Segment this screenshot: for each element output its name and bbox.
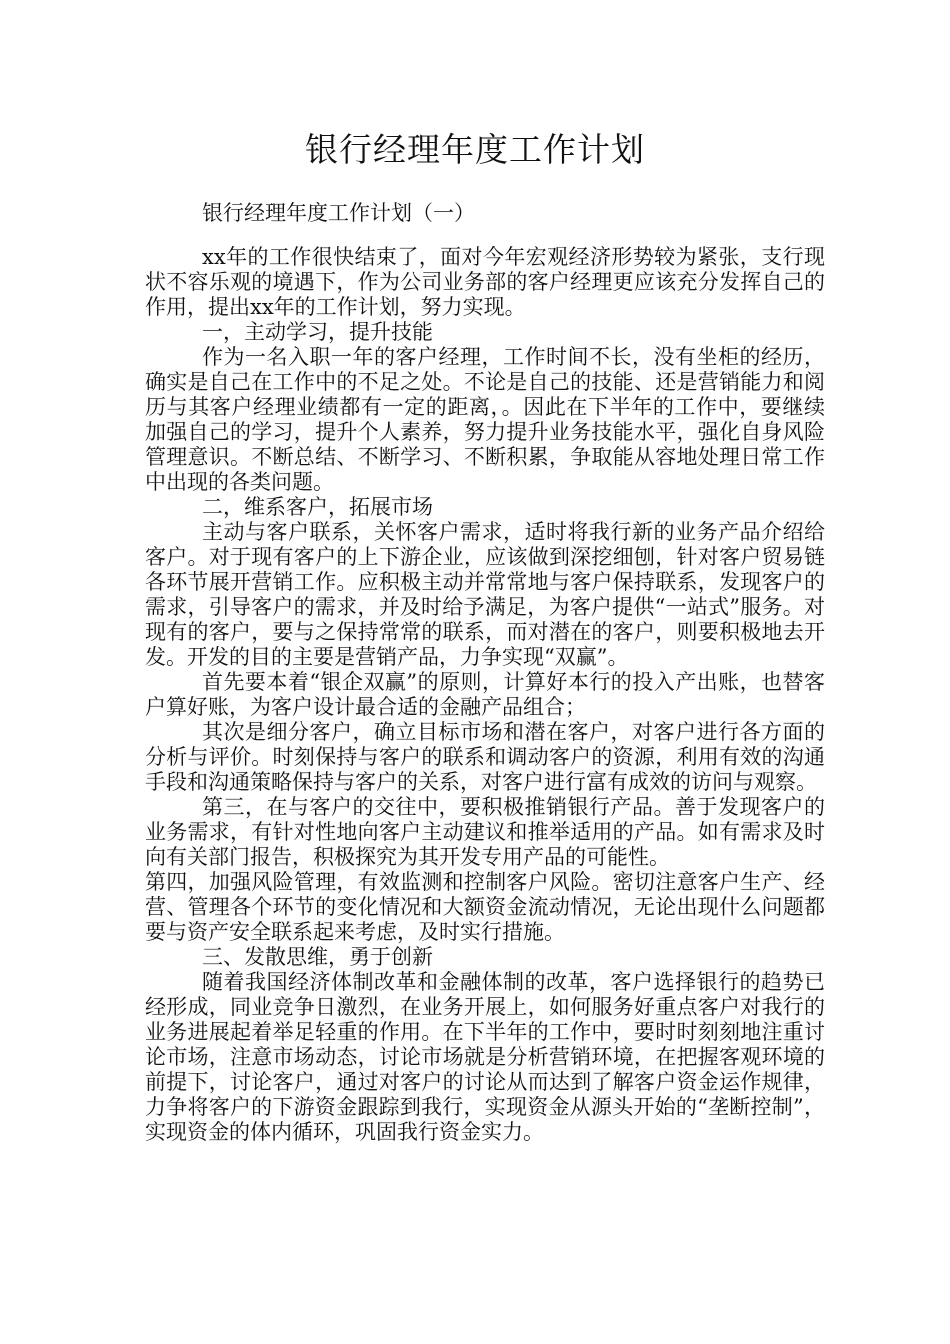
paragraph-second: 其次是细分客户，确立目标市场和潜在客户，对客户进行各方面的分析与评价。时刻保持与客户的联系和调动客户的资源，利用有效的沟通手段和沟通策略保持与客户的关系，对客户进行富有成效的访问与观察。 — [145, 720, 825, 794]
document-title: 银行经理年度工作计划 — [305, 130, 645, 169]
paragraph-intro: xx年的工作很快结束了，面对今年宏观经济形势较为紧张，支行现状不容乐观的境遇下，作为公司业务部的客户经理更应该充分发挥自己的作用，提出xx年的工作计划，努力实现。 — [145, 245, 825, 319]
section-heading-3: 三、发散思维，勇于创新 — [202, 945, 433, 969]
paragraph-innovation: 随着我国经济体制改革和金融体制的改革，客户选择银行的趋势已经形成，同业竞争日激烈，在业务开展上，如何服务好重点客户对我行的业务进展起着举足轻重的作用。在下半年的工作中，要时时刻刻地注重讨论市场，注意市场动态，讨论市场就是分析营销环境，在把握客观环境的前提下，讨论客户，通过对客户的讨论从而达到了解客户资金运作规律，力争将客户的下游资金跟踪到我行，实现资金从源头开始的“垄断控制”，实现资金的体内循环，巩固我行资金实力。 — [145, 970, 825, 1144]
paragraph-third: 第三，在与客户的交往中，要积极推销银行产品。善于发现客户的业务需求，有针对性地向客户主动建议和推举适用的产品。如有需求及时向有关部门报告，积极探究为其开发专用产品的可能性。 — [145, 795, 825, 869]
paragraph-fourth: 第四，加强风险管理，有效监测和控制客户风险。密切注意客户生产、经营、管理各个环节的变化情况和大额资金流动情况，无论出现什么问题都要与资产安全联系起来考虑，及时实行措施。 — [145, 870, 825, 944]
document-body — [145, 245, 825, 1145]
paragraph-customers: 主动与客户联系，关怀客户需求，适时将我行新的业务产品介绍给客户。对于现有客户的上下游企业，应该做到深挖细刨，针对客户贸易链各环节展开营销工作。应积极主动并常常地与客户保持联系，发现客户的需求，引导客户的需求，并及时给予满足，为客户提供“一站式”服务。对现有的客户，要与之保持常常的联系，而对潜在的客户，则要积极地去开发。开发的目的主要是营销产品，力争实现“双赢”。 — [145, 520, 825, 669]
document-subtitle: 银行经理年度工作计划（一） — [202, 201, 475, 225]
section-heading-2: 二，维系客户，拓展市场 — [202, 495, 433, 519]
paragraph-first: 首先要本着“银企双赢”的原则，计算好本行的投入产出账，也替客户算好账，为客户设计最合适的金融产品组合； — [145, 670, 825, 719]
paragraph-learning: 作为一名入职一年的客户经理，工作时间不长，没有坐柜的经历，确实是自己在工作中的不足之处。不论是自己的技能、还是营销能力和阅历与其客户经理业绩都有一定的距离，。因此在下半年的工作中，要继续加强自己的学习，提升个人素养，努力提升业务技能水平，强化自身风险管理意识。不断总结、不断学习、不断积累，争取能从容地处理日常工作中出现的各类问题。 — [145, 345, 825, 494]
section-heading-1: 一，主动学习，提升技能 — [202, 320, 433, 344]
